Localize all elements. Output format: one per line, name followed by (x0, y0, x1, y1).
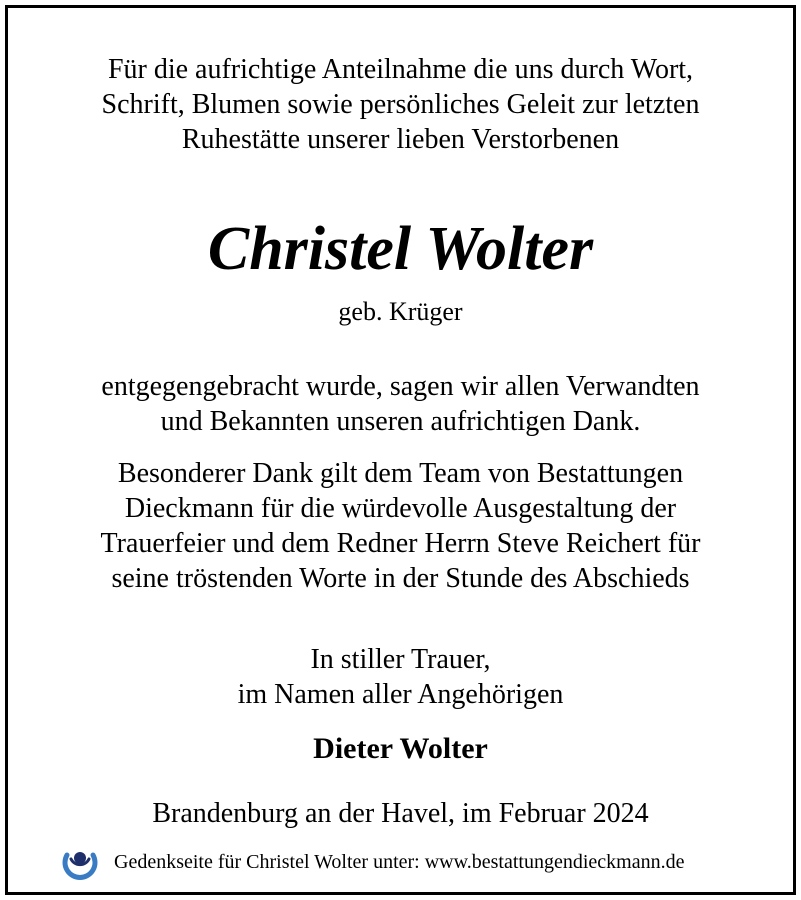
memorial-logo-icon (60, 842, 100, 882)
special-thanks-line: Trauerfeier und dem Redner Herrn Steve Reichert für (100, 528, 701, 559)
thanks-line: entgegengebracht wurde, sagen wir allen Verwandten (101, 371, 700, 402)
thanks-line: und Bekannten unseren aufrichtigen Dank. (160, 406, 641, 437)
mourning-paragraph (8, 642, 793, 712)
intro-line: Ruhestätte unserer lieben Verstorbenen (181, 124, 620, 155)
intro-line: Schrift, Blumen sowie persönliches Geleit zur letzten (101, 89, 700, 120)
special-thanks-line: seine tröstenden Worte in der Stunde des Abschieds (111, 563, 690, 594)
mourning-line: im Namen aller Angehörigen (237, 679, 564, 710)
special-thanks-paragraph (8, 456, 793, 596)
mourning-line: In stiller Trauer, (310, 644, 491, 675)
intro-line: Für die aufrichtige Anteilnahme die uns durch Wort, (107, 54, 694, 85)
deceased-name: Christel Wolter (207, 215, 594, 283)
maiden-name: geb. Krüger (338, 297, 463, 326)
obituary-frame (5, 5, 796, 895)
special-thanks-line: Besonderer Dank gilt dem Team von Bestattungen (117, 458, 684, 489)
place-date: Brandenburg an der Havel, im Februar 2024 (152, 798, 649, 829)
memorial-page-footer (60, 842, 684, 882)
memorial-page-link[interactable]: Gedenkseite für Christel Wolter unter: www.bestattungendieckmann.de (114, 851, 685, 873)
intro-paragraph (8, 52, 793, 157)
special-thanks-line: Dieckmann für die würdevolle Ausgestaltung der (124, 493, 677, 524)
thanks-paragraph (8, 369, 793, 439)
signer-name: Dieter Wolter (313, 732, 488, 765)
